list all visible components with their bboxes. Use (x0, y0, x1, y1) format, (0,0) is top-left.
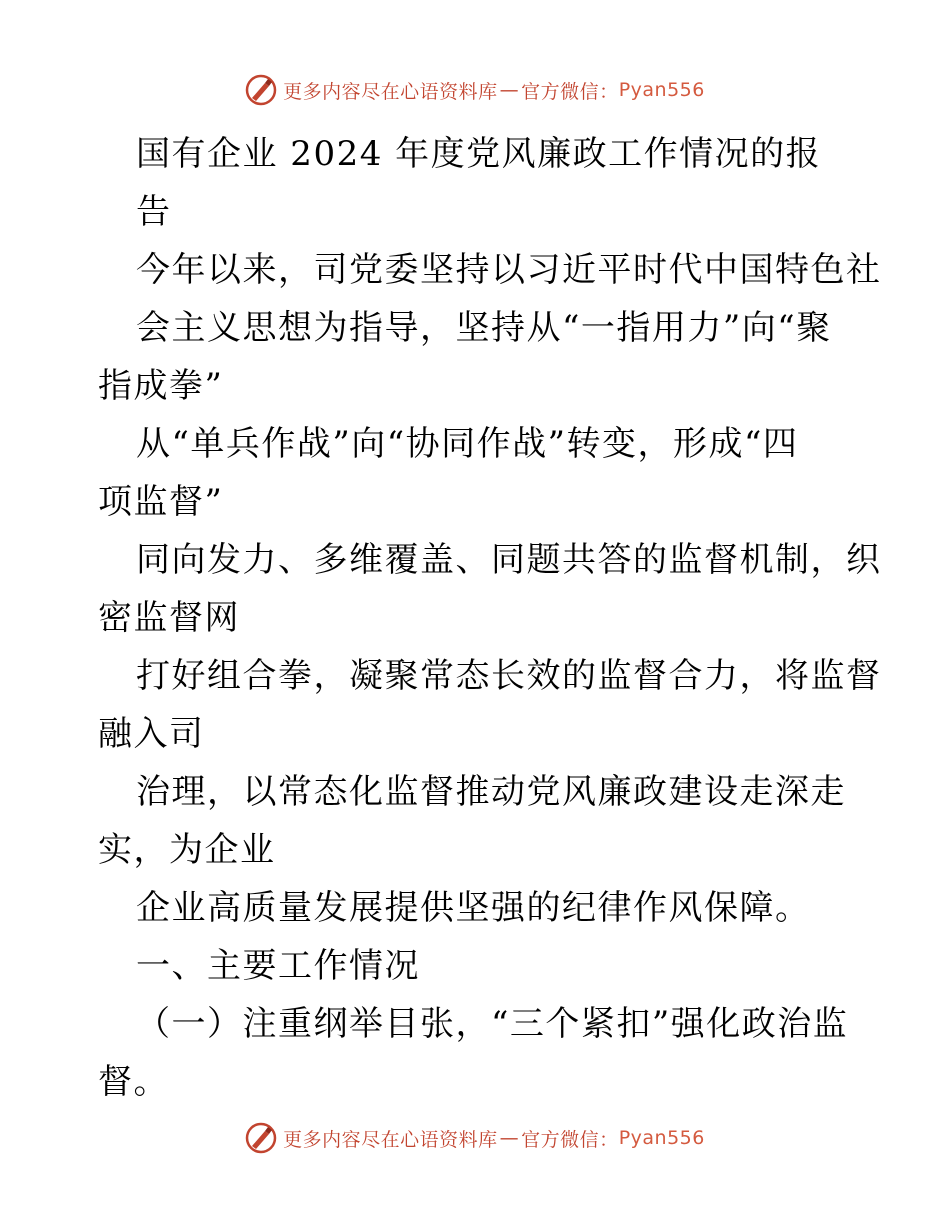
watermark-text: 更多内容尽在心语资料库 (283, 80, 498, 103)
document-line: 今年以来，司党委坚持以习近平时代中国特色社 (136, 250, 882, 290)
document-line: 融入司 (98, 714, 205, 754)
watermark-label: 官方微信： (521, 80, 619, 103)
watermark-id: Pyan556 (618, 79, 705, 101)
document-line: 国有企业 2024 年度党风廉政工作情况的报 (136, 134, 822, 174)
document-line: 治理，以常态化监督推动党风廉政建设走深走 (136, 772, 846, 812)
document-line: 告 (136, 192, 172, 232)
document-line: （一）注重纲举目张，“三个紧扣”强化政治监 (136, 1004, 849, 1044)
document-line: 实，为企业 (98, 830, 276, 870)
pen-logo-icon (245, 74, 277, 106)
document-line: 一、主要工作情况 (136, 946, 420, 986)
document-line: 打好组合拳，凝聚常态长效的监督合力，将监督 (136, 656, 882, 696)
document-line: 会主义思想为指导，坚持从“一指用力”向“聚 (136, 308, 832, 348)
watermark-separator: — (499, 1127, 520, 1149)
document-line: 督。 (98, 1062, 169, 1102)
watermark-text: 更多内容尽在心语资料库 (283, 1128, 498, 1151)
header-watermark (0, 70, 950, 110)
watermark-separator: — (499, 79, 520, 101)
footer-watermark (0, 1118, 950, 1158)
document-line: 从“单兵作战”向“协同作战”转变，形成“四 (136, 424, 799, 464)
watermark-id: Pyan556 (618, 1127, 705, 1149)
document-line: 项监督” (98, 482, 224, 522)
document-line: 同向发力、多维覆盖、同题共答的监督机制，织 (136, 540, 882, 580)
pen-logo-icon (245, 1122, 277, 1154)
watermark-label: 官方微信： (521, 1128, 619, 1151)
document-body (98, 125, 882, 1111)
document-line: 指成拳” (98, 366, 224, 406)
document-line: 企业高质量发展提供坚强的纪律作风保障。 (136, 888, 811, 928)
document-line: 密监督网 (98, 598, 240, 638)
